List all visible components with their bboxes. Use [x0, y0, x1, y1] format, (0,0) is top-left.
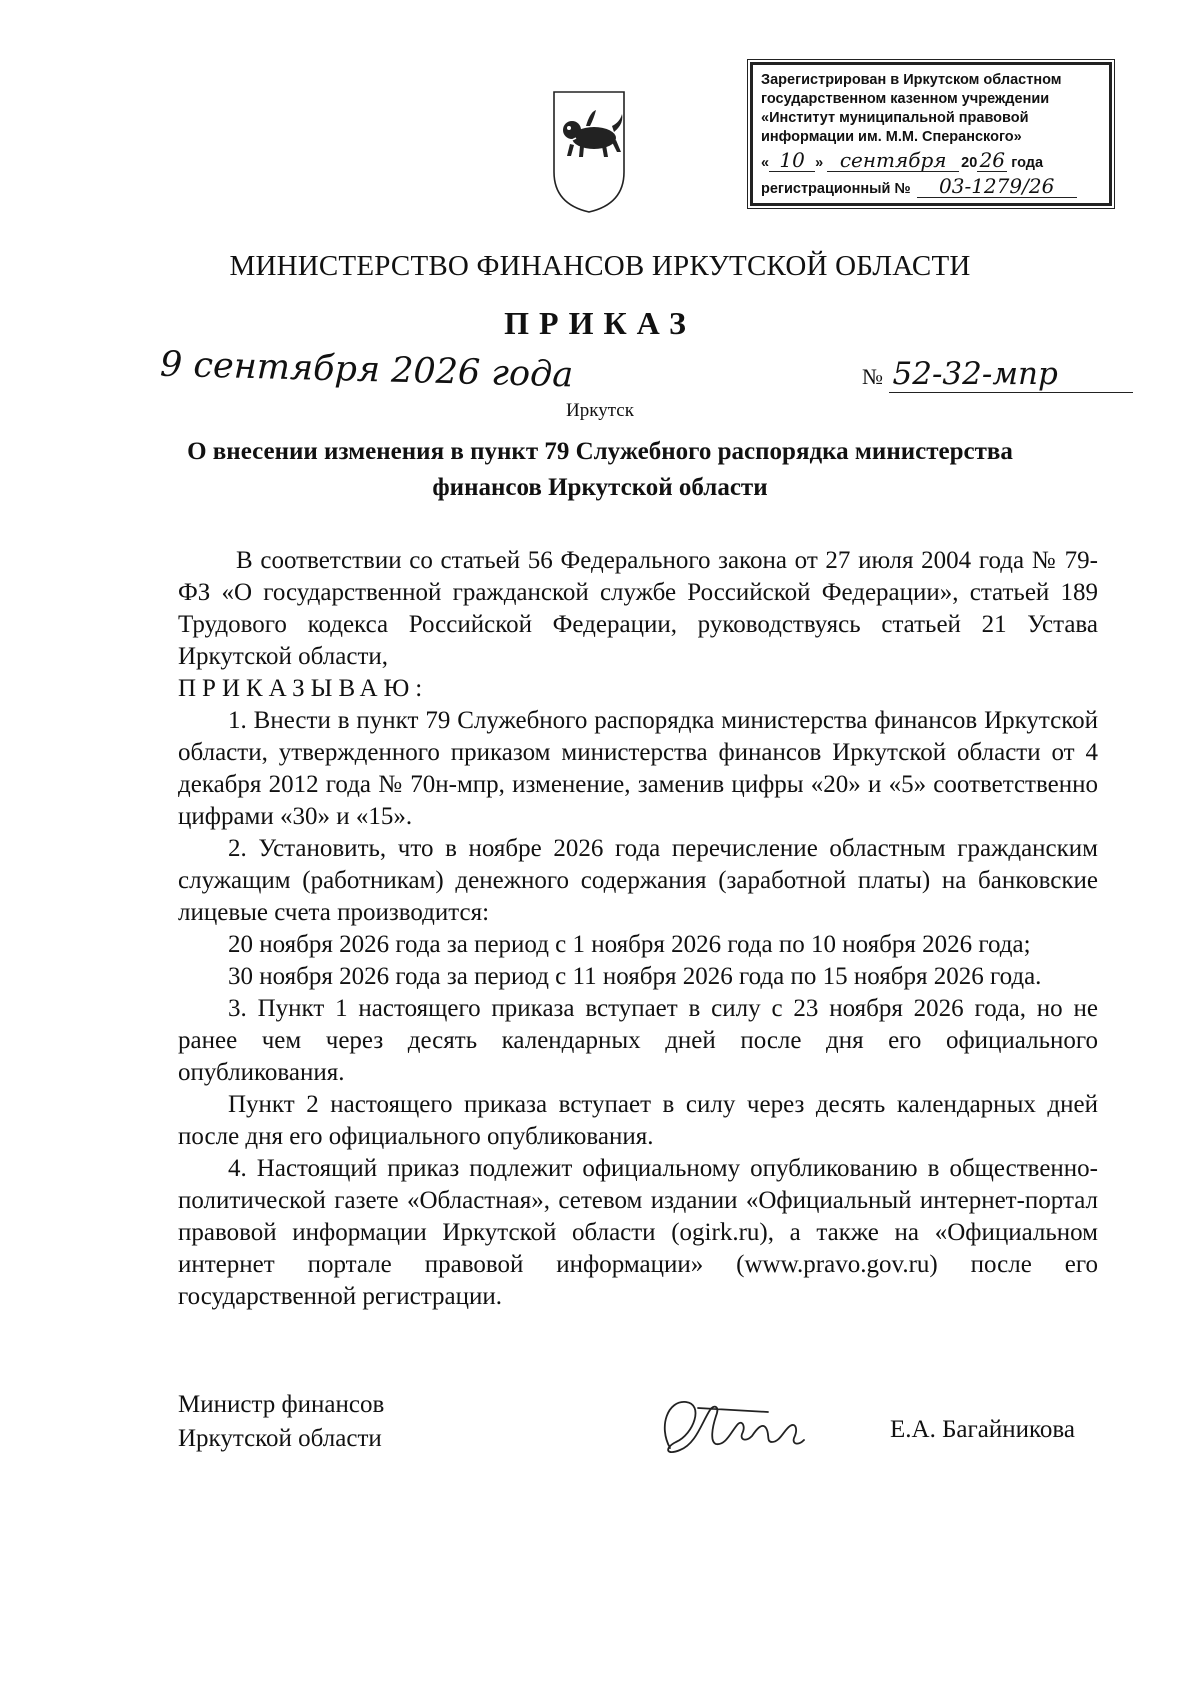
stamp-line-1: Зарегистрирован в Иркутском областном [761, 72, 1062, 88]
stamp-line-2: государственном казенном учреждении [761, 91, 1050, 107]
registration-stamp [750, 62, 1112, 206]
document-type: ПРИКАЗ [504, 305, 696, 341]
paragraph-4: 4. Настоящий приказ подлежит официальному опубликованию в общественно-политической газете «Областная», сетевом издании «Официальный интернет-портал правовой информации Иркутской области (ogirk.ru), а также на «Официальном интернет портале правовой информации» (www.pravo.gov.ru) после его государственной регистрации. [178, 1155, 1098, 1310]
coat-of-arms-icon [550, 86, 628, 216]
city: Иркутск [566, 400, 634, 421]
stamp-year-word: года [1011, 155, 1044, 171]
preamble: В соответствии со статьей 56 Федерального закона от 27 июля 2004 года № 79-ФЗ «О государственной гражданской службе Российской Федерации», статьей 189 Трудового кодекса Российской Федерации, руководствуясь статьей 21 Устава Иркутской области, [178, 547, 1098, 670]
paragraph-1: 1. Внести в пункт 79 Служебного распорядка министерства финансов Иркутской области, утвержденного приказом министерства финансов Иркутской области от 4 декабря 2012 года № 70н-мпр, изменение, заменив цифры «20» и «5» соответственно цифрами «30» и «15». [178, 707, 1098, 830]
order-date: 9 сентября 2026 года [159, 344, 574, 396]
stamp-day: 10 [769, 149, 815, 172]
signatory-name: Е.А. Багайникова [890, 1416, 1075, 1443]
stamp-reg-number: 03-1279/26 [917, 175, 1077, 198]
stamp-open-quote: « [761, 155, 770, 171]
title-line-2: финансов Иркутской области [432, 474, 768, 501]
stamp-reg-label: регистрационный № [761, 181, 911, 197]
paragraph-2: 2. Установить, что в ноябре 2026 года перечисление областным гражданским служащим (работникам) денежного содержания (заработной платы) на банковские лицевые счета производится: [178, 835, 1098, 926]
order-number: 52-32-мпр [889, 356, 1133, 393]
stamp-year-suffix: 26 [977, 149, 1007, 172]
order-number-label: № [862, 364, 883, 389]
ministry-name: МИНИСТЕРСТВО ФИНАНСОВ ИРКУТСКОЙ ОБЛАСТИ [229, 250, 971, 282]
order-word: ПРИКАЗЫВАЮ: [178, 675, 429, 702]
stamp-line-4: информации им. М.М. Сперанского» [761, 129, 1022, 145]
stamp-year-prefix: 20 [961, 155, 978, 171]
paragraph-2a: 20 ноября 2026 года за период с 1 ноября 2026 года по 10 ноября 2026 года; [228, 931, 1031, 958]
document-title [150, 434, 1050, 506]
title-line-1: О внесении изменения в пункт 79 Служебного распорядка министерства [187, 438, 1013, 465]
order-number-block [862, 356, 1133, 393]
document-body [178, 545, 1098, 1313]
handwritten-signature [650, 1386, 830, 1466]
stamp-month: сентября [827, 149, 959, 172]
role-line-1: Министр финансов [178, 1391, 385, 1418]
signatory-role [178, 1388, 384, 1456]
stamp-line-3: «Институт муниципальной правовой [761, 110, 1029, 126]
paragraph-3: 3. Пункт 1 настоящего приказа вступает в силу с 23 ноября 2026 года, но не ранее чем через десять календарных дней после дня его официального опубликования. [178, 995, 1098, 1086]
role-line-2: Иркутской области [178, 1425, 382, 1452]
paragraph-2b: 30 ноября 2026 года за период с 11 ноября 2026 года по 15 ноября 2026 года. [228, 963, 1042, 990]
paragraph-3b: Пункт 2 настоящего приказа вступает в силу через десять календарных дней после дня его официального опубликования. [178, 1091, 1098, 1150]
stamp-date-row [761, 149, 1101, 173]
stamp-close-quote: » [815, 155, 824, 171]
stamp-reg-row [761, 175, 1101, 199]
